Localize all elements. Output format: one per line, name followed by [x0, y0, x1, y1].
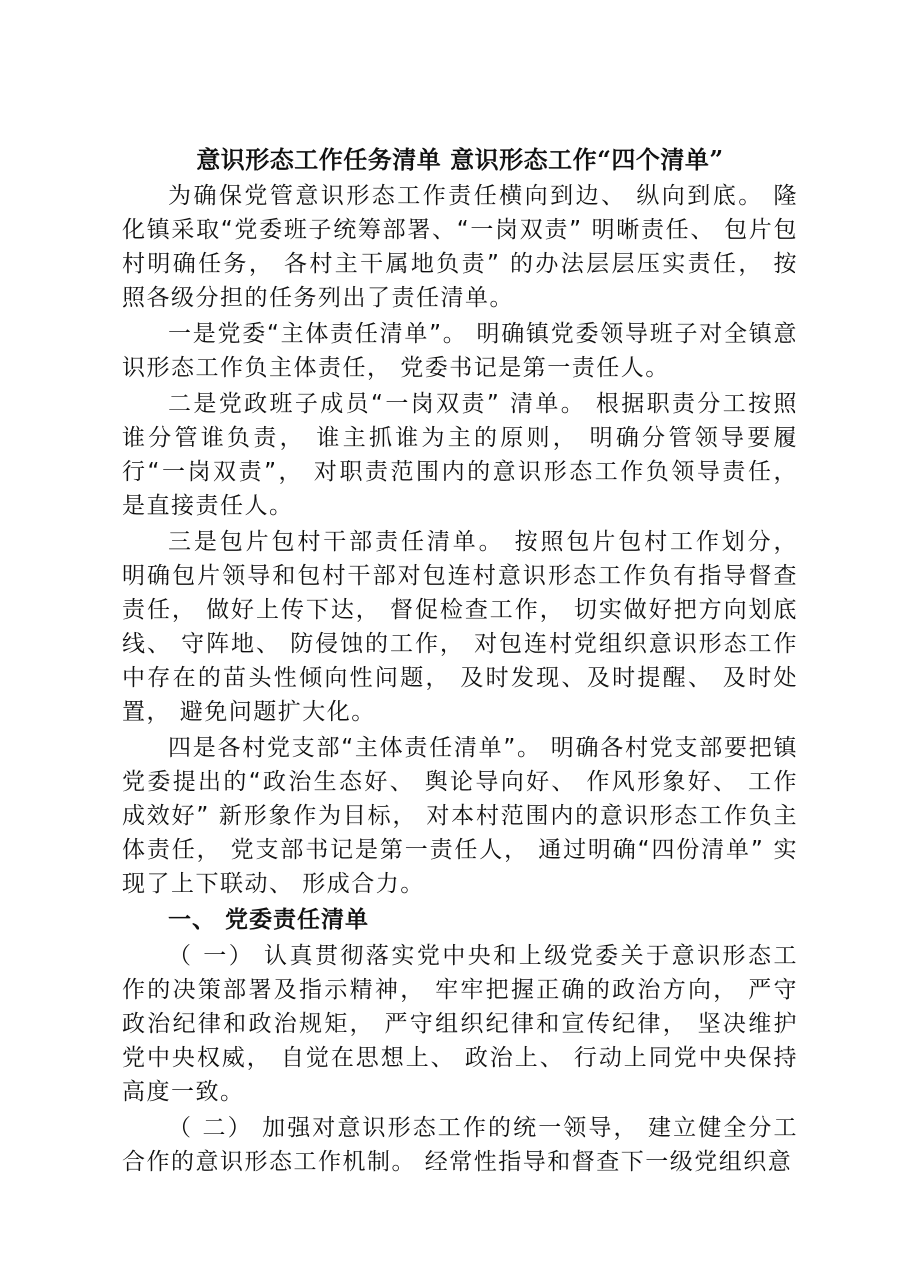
document-title: 意识形态工作任务清单 意识形态工作“四个清单” — [196, 145, 724, 174]
section-heading-1: 一、 党委责任清单 — [168, 907, 370, 933]
paragraph-item-1: 一是党委“主体责任清单”。 明确镇党委领导班子对全镇意识形态工作负主体责任， 党委书记是第一责任人。 — [122, 321, 798, 381]
document-body — [122, 143, 798, 1181]
paragraph-item-2: 二是党政班子成员“一岗双责” 清单。 根据职责分工按照谁分管谁负责， 谁主抓谁为主的原则， 明确分管领导要履行“一岗双责”， 对职责范围内的意识形态工作负领导责任， 是直接责任人。 — [122, 391, 798, 519]
paragraph-item-4: 四是各村党支部“主体责任清单”。 明确各村党支部要把镇党委提出的“政治生态好、 舆论导向好、 作风形象好、 工作成效好” 新形象作为目标， 对本村范围内的意识形态工作负主体责任， 党支部书记是第一责任人， 通过明确“四份清单” 实现了上下联动、 形成合力。 — [122, 735, 798, 897]
section1-paragraph-1: （ 一） 认真贯彻落实党中央和上级党委关于意识形态工作的决策部署及指示精神， 牢牢把握正确的政治方向， 严守政治纪律和政治规矩， 严守组织纪律和宣传纪律， 坚决维护党中央权威， 自觉在思想上、 政治上、 行动上同党中央保持高度一致。 — [122, 943, 798, 1105]
paragraph-item-3: 三是包片包村干部责任清单。 按照包片包村工作划分， 明确包片领导和包村干部对包连村意识形态工作负有指导督查责任， 做好上传下达， 督促检查工作， 切实做好把方向划底线、 守阵地、 防侵蚀的工作， 对包连村党组织意识形态工作中存在的苗头性倾向性问题， 及时发现、及时提醒、 及时处置， 避免问题扩大化。 — [122, 529, 798, 725]
intro-paragraph: 为确保党管意识形态工作责任横向到边、 纵向到底。 隆化镇采取“党委班子统筹部署、“一岗双责” 明晰责任、 包片包村明确任务， 各村主干属地负责” 的办法层层压实责任， 按照各级分担的任务列出了责任清单。 — [122, 183, 798, 311]
section1-paragraph-2: （ 二） 加强对意识形态工作的统一领导， 建立健全分工合作的意识形态工作机制。 经常性指导和督查下一级党组织意 — [122, 1115, 798, 1175]
